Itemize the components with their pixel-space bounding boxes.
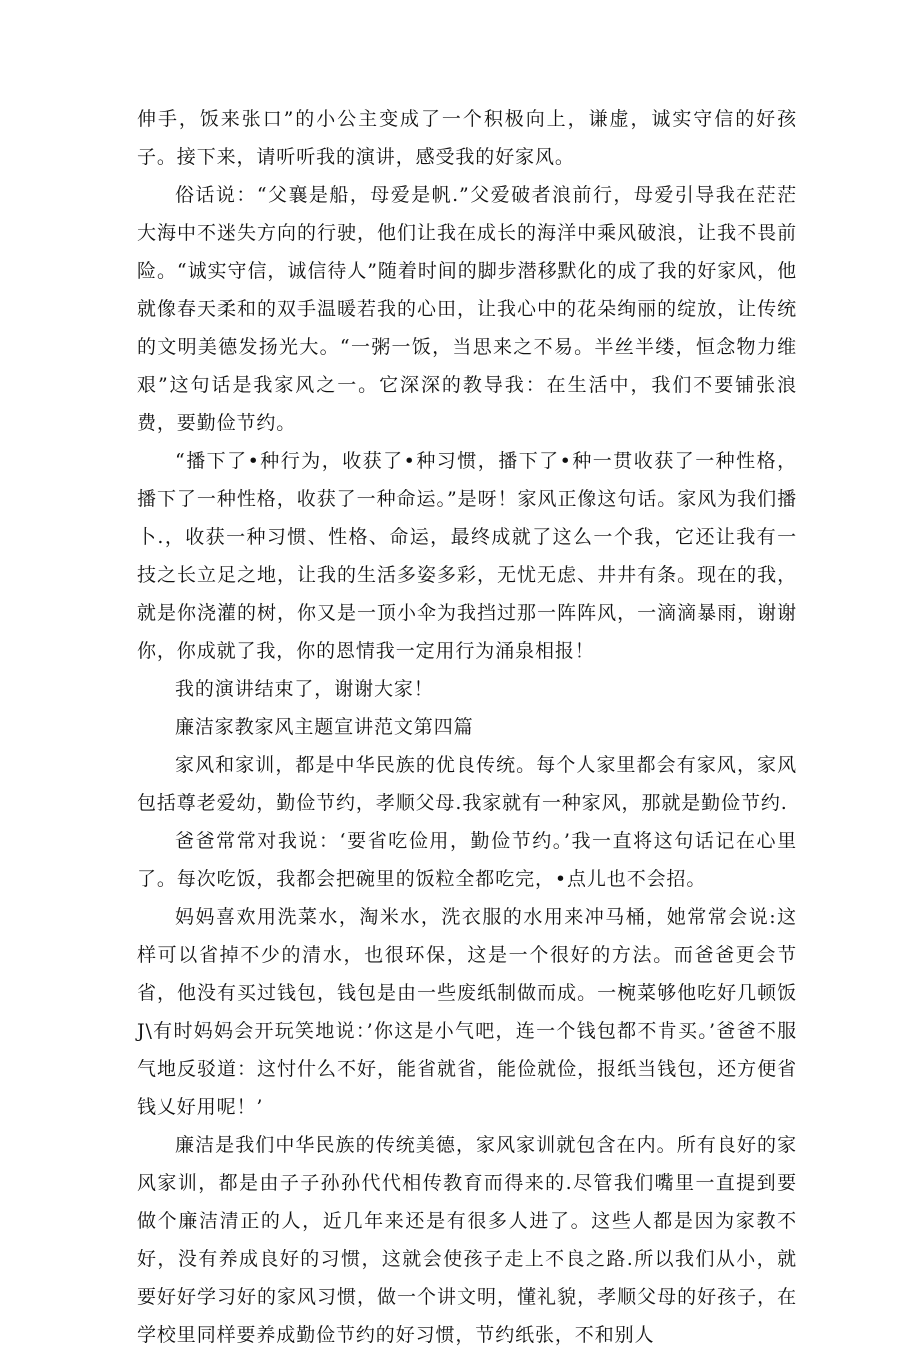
paragraph-speech-end: 我的演讲结束了，谢谢大家！: [175, 678, 434, 700]
paragraph-father-saying: 爸爸常常对我说：‘要省吃俭用，勤俭节约。’我一直将这句话记在心里了。每次吃饭，我都会把碗里的饭粒全都吃完，•点儿也不会招。: [137, 830, 797, 890]
paragraph-integrity: 廉洁是我们中华民族的传统美德，家风家训就包含在内。所有良好的家风家训，都是由子子孙孙代代相传教育而得来的.尽管我们嘴里一直提到要做个廉洁清正的人，近几年来还是有很多人进了。这些人都是因为家教不好，没有养成良好的习惯，这就会使孩子走上不良之路.所以我们从小，就要好好学习好的家风习惯，做一个讲文明，懂礼貌，孝顺父母的好孩子，在学校里同样要养成勤俭节约的好习惯，节约纸张，不和别人: [137, 1134, 797, 1346]
paragraph-intro-continuation: 伸手，饭来张口”的小公主变成了一个积极向上，谦虚，诚实守信的好孩子。接下来，请听听我的演讲，感受我的好家风。: [137, 108, 797, 168]
paragraph-family-tradition: 家风和家训，都是中华民族的优良传统。每个人家里都会有家风，家风包括尊老爱幼，勤俭节约，孝顺父母.我家就有一种家风，那就是勤俭节约.: [137, 754, 797, 814]
paragraph-proverb-family: 俗话说：“父襄是船，母爱是帆.”父爱破者浪前行，母爱引导我在茫茫大海中不迷失方向的行驶，他们让我在成长的海洋中乘风破浪，让我不畏前险。“诚实守信，诚信待人”随着时间的脚步潜移默化的成了我的好家风，他就像春天柔和的双手温暖若我的心田，让我心中的花朵绚丽的绽放，让传统的文明美德发扬光大。“一粥一饭，当思来之不易。半丝半缕，恒念物力维艰”这句话是我家风之一。它深深的教导我：在生活中，我们不要铺张浪费，要勤俭节约。: [137, 184, 797, 434]
document-body: [137, 100, 797, 1354]
paragraph-sow-behavior: “播下了•种行为，收获了•种习惯，播下了•种一贯收获了一种性格，播下了一种性格，收获了一种命运。”是呀！家风正像这句话。家风为我们播卜.，收获一种习惯、性格、命运，最终成就了这么一个我，它还让我有一技之长立足之地，让我的生活多姿多彩，无忧无虑、井井有条。现在的我，就是你浇灌的树，你又是一顶小伞为我挡过那一阵阵风，一滴滴暴雨，谢谢你，你成就了我，你的恩情我一定用行为涌泉相报！: [137, 450, 797, 662]
section-heading: 廉洁家教家风主题宣讲范文第四篇: [175, 716, 474, 738]
paragraph-mother-saving: 妈妈喜欢用洗菜水，淘米水，洗衣服的水用来冲马桶，她常常会说:这样可以省掉不少的清水，也很环保，这是一个很好的方法。而爸爸更会节省，他没有买过钱包，钱包是由一些废纸制做而成。一椀菜够他吃好几顿饭J\有时妈妈会开玩笑地说：’你这是小气吧，连一个钱包都不肯买。’爸爸不服气地反驳道：这忖什么不好，能省就省，能俭就俭，报纸当钱包，还方便省钱乂好用呢！’: [137, 906, 797, 1118]
